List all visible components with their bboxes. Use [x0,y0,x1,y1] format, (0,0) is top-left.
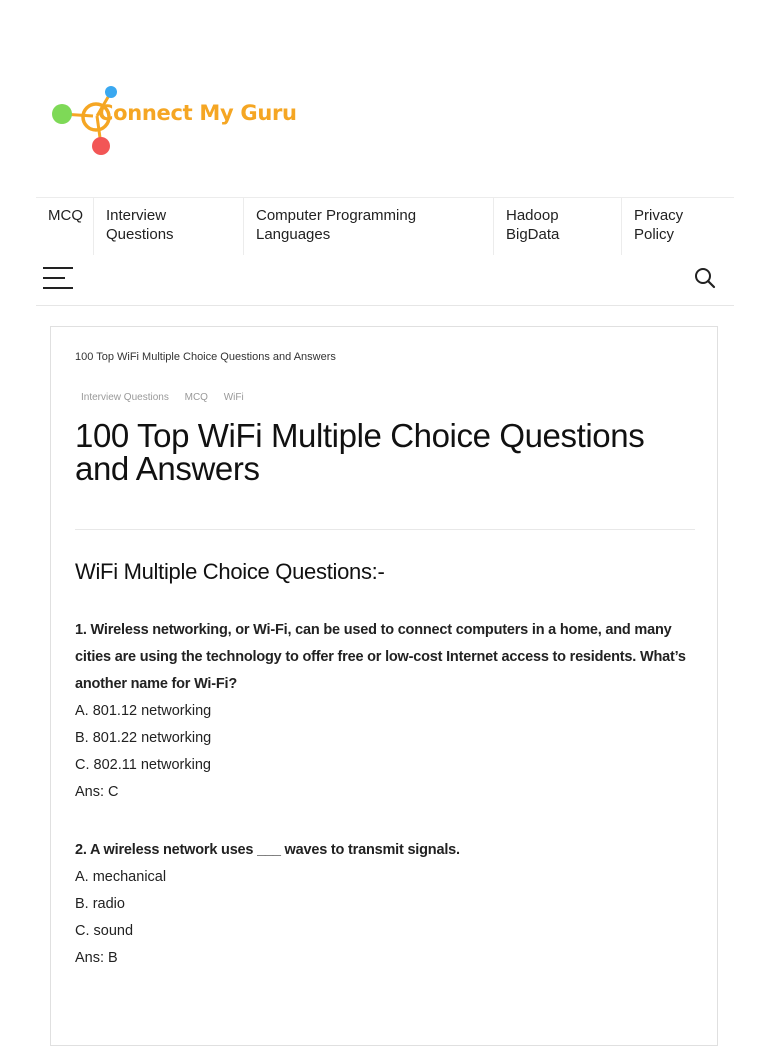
nav-item-programming-languages[interactable]: Computer Programming Languages [244,198,494,255]
answer-key: Ans: B [75,950,118,966]
search-icon[interactable] [694,267,716,289]
answer-option: A. mechanical [75,869,167,885]
nav-item-mcq[interactable]: MCQ [36,198,94,255]
category-list [81,392,257,403]
question-block [75,837,695,972]
logo-text[interactable]: Connect My Guru [98,101,297,125]
answer-option: A. 801.12 networking [75,703,212,719]
hamburger-icon[interactable] [43,266,73,290]
nav-item-interview-questions[interactable]: Interview Questions [94,198,244,255]
main-nav [36,197,734,255]
answer-option: B. radio [75,896,125,912]
question-block [75,617,695,806]
answer-option: C. 802.11 networking [75,757,211,773]
question-text: 1. Wireless networking, or Wi-Fi, can be used to connect computers in a home, and many cities are using the technology to offer free or low-cost Internet access to residents. What’s another name for Wi-Fi? [75,622,686,692]
section-heading: WiFi Multiple Choice Questions:- [75,559,385,584]
category-link-mcq[interactable]: MCQ [184,392,208,403]
category-link-wifi[interactable]: WiFi [223,392,244,403]
page-title: 100 Top WiFi Multiple Choice Questions and Answers [75,417,645,487]
question-text: 2. A wireless network uses ___ waves to transmit signals. [75,842,460,858]
answer-option: C. sound [75,923,134,939]
article-card [50,326,718,1046]
answer-option: B. 801.22 networking [75,730,212,746]
toolbar [36,254,734,306]
answer-key: Ans: C [75,784,119,800]
divider [75,529,695,530]
category-link-interview-questions[interactable]: Interview Questions [81,392,169,403]
breadcrumb: 100 Top WiFi Multiple Choice Questions and Answers [75,351,336,363]
nav-item-privacy-policy[interactable]: Privacy Policy [634,207,684,243]
nav-item-hadoop-bigdata[interactable]: Hadoop BigData [494,198,622,255]
